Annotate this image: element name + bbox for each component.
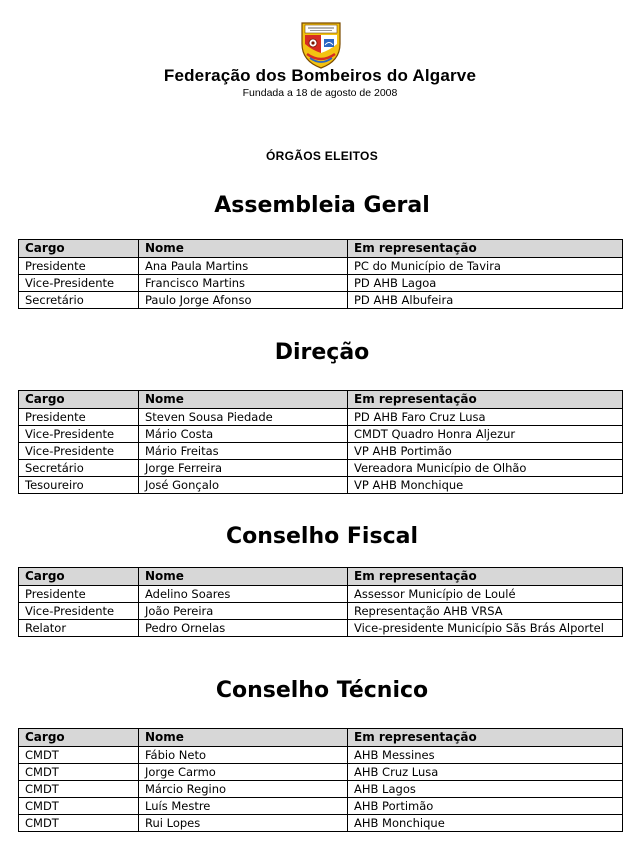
table-row	[19, 292, 623, 309]
table-row	[19, 409, 623, 426]
cell-cargo: Presidente	[19, 409, 139, 426]
cell-cargo: CMDT	[19, 764, 139, 781]
cell-cargo: Secretário	[19, 460, 139, 477]
cell-nome: Jorge Carmo	[139, 764, 348, 781]
table-row	[19, 477, 623, 494]
table-row	[19, 586, 623, 603]
document-heading: ÓRGÃOS ELEITOS	[266, 149, 378, 163]
column-header-representacao: Em representação	[348, 391, 623, 409]
cell-representacao: AHB Portimão	[348, 798, 623, 815]
cell-representacao: CMDT Quadro Honra Aljezur	[348, 426, 623, 443]
cell-representacao: PD AHB Lagoa	[348, 275, 623, 292]
table-row	[19, 275, 623, 292]
cell-cargo: CMDT	[19, 815, 139, 832]
column-header-cargo: Cargo	[19, 568, 139, 586]
section-title-conselho-fiscal: Conselho Fiscal	[225, 524, 418, 549]
cell-representacao: VP AHB Monchique	[348, 477, 623, 494]
cell-cargo: Tesoureiro	[19, 477, 139, 494]
table-row	[19, 815, 623, 832]
table-row	[19, 603, 623, 620]
cell-cargo: Presidente	[19, 586, 139, 603]
cell-nome: João Pereira	[139, 603, 348, 620]
table-direcao	[18, 390, 623, 494]
table-row	[19, 747, 623, 764]
cell-cargo: CMDT	[19, 781, 139, 798]
table-row	[19, 258, 623, 275]
cell-nome: Pedro Ornelas	[139, 620, 348, 637]
cell-nome: Jorge Ferreira	[139, 460, 348, 477]
table-row	[19, 443, 623, 460]
cell-cargo: Vice-Presidente	[19, 443, 139, 460]
column-header-nome: Nome	[139, 568, 348, 586]
organization-subtitle: Fundada a 18 de agosto de 2008	[242, 87, 398, 99]
cell-nome: José Gonçalo	[139, 477, 348, 494]
cell-nome: Paulo Jorge Afonso	[139, 292, 348, 309]
cell-nome: Fábio Neto	[139, 747, 348, 764]
cell-nome: Mário Costa	[139, 426, 348, 443]
section-title-conselho-tecnico: Conselho Técnico	[215, 678, 429, 703]
cell-nome: Steven Sousa Piedade	[139, 409, 348, 426]
table-row	[19, 460, 623, 477]
cell-cargo: CMDT	[19, 798, 139, 815]
column-header-cargo: Cargo	[19, 391, 139, 409]
column-header-representacao: Em representação	[348, 568, 623, 586]
cell-cargo: Secretário	[19, 292, 139, 309]
cell-representacao: Vereadora Município de Olhão	[348, 460, 623, 477]
table-row	[19, 798, 623, 815]
cell-cargo: CMDT	[19, 747, 139, 764]
cell-cargo: Vice-Presidente	[19, 426, 139, 443]
cell-nome: Márcio Regino	[139, 781, 348, 798]
cell-cargo: Presidente	[19, 258, 139, 275]
table-conselho-tecnico	[18, 728, 623, 832]
cell-representacao: AHB Lagos	[348, 781, 623, 798]
column-header-nome: Nome	[139, 240, 348, 258]
cell-nome: Luís Mestre	[139, 798, 348, 815]
cell-cargo: Relator	[19, 620, 139, 637]
cell-nome: Adelino Soares	[139, 586, 348, 603]
cell-representacao: Representação AHB VRSA	[348, 603, 623, 620]
cell-nome: Francisco Martins	[139, 275, 348, 292]
table-row	[19, 620, 623, 637]
table-assembleia-geral	[18, 239, 623, 309]
cell-representacao: AHB Monchique	[348, 815, 623, 832]
federation-crest-logo	[300, 20, 342, 70]
organization-title: Federação dos Bombeiros do Algarve	[163, 66, 477, 85]
cell-cargo: Vice-Presidente	[19, 603, 139, 620]
cell-nome: Rui Lopes	[139, 815, 348, 832]
section-title-assembleia-geral: Assembleia Geral	[214, 193, 430, 218]
cell-representacao: Assessor Município de Loulé	[348, 586, 623, 603]
cell-representacao: AHB Cruz Lusa	[348, 764, 623, 781]
cell-representacao: VP AHB Portimão	[348, 443, 623, 460]
cell-representacao: AHB Messines	[348, 747, 623, 764]
column-header-cargo: Cargo	[19, 729, 139, 747]
section-title-direcao: Direção	[274, 340, 370, 365]
table-row	[19, 781, 623, 798]
cell-nome: Ana Paula Martins	[139, 258, 348, 275]
table-header-row	[19, 391, 623, 409]
column-header-representacao: Em representação	[348, 240, 623, 258]
cell-representacao: PD AHB Albufeira	[348, 292, 623, 309]
cell-representacao: Vice-presidente Município Sãs Brás Alportel	[348, 620, 623, 637]
column-header-nome: Nome	[139, 391, 348, 409]
column-header-cargo: Cargo	[19, 240, 139, 258]
cell-cargo: Vice-Presidente	[19, 275, 139, 292]
cell-nome: Mário Freitas	[139, 443, 348, 460]
table-conselho-fiscal	[18, 567, 623, 637]
cell-representacao: PD AHB Faro Cruz Lusa	[348, 409, 623, 426]
column-header-nome: Nome	[139, 729, 348, 747]
table-header-row	[19, 240, 623, 258]
table-row	[19, 764, 623, 781]
table-header-row	[19, 568, 623, 586]
cell-representacao: PC do Município de Tavira	[348, 258, 623, 275]
table-header-row	[19, 729, 623, 747]
table-row	[19, 426, 623, 443]
column-header-representacao: Em representação	[348, 729, 623, 747]
